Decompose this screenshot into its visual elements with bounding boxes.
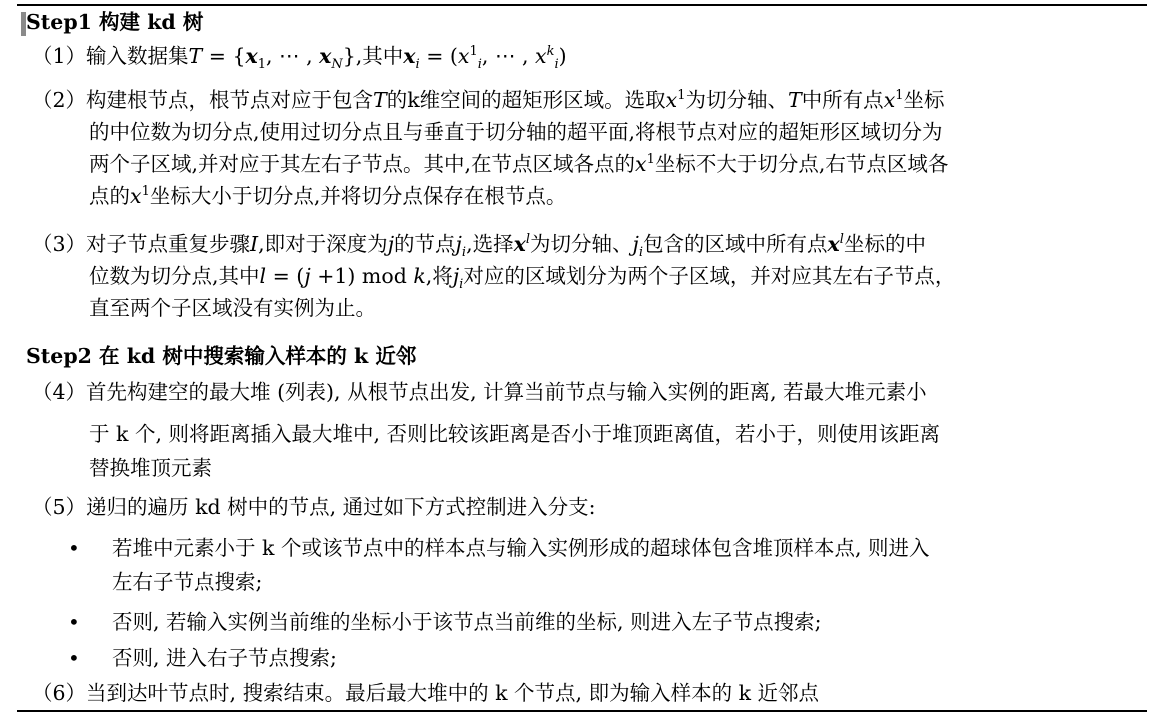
text: ) xyxy=(558,44,567,68)
text: 的k维空间的超矩形区域。选取 xyxy=(386,88,666,112)
math-var: x xyxy=(457,44,470,68)
math-var: j xyxy=(632,232,639,256)
text: 对应的区域划分为两个子区域，并对应其左右子节点， xyxy=(463,264,956,288)
math-sub: i xyxy=(638,245,644,261)
bullet-dot: • xyxy=(68,536,80,560)
math-var: T xyxy=(788,88,802,112)
text: 点的 xyxy=(89,184,130,208)
item4-line2: 于 k 个, 则将距离插入最大堆中, 否则比较该距离是否小于堆顶距离值，若小于，则使用该距离 xyxy=(89,422,941,446)
text: 包含的区域中所有点 xyxy=(643,232,828,256)
text: 位数为切分点,其中 xyxy=(89,264,260,288)
math-sup: 1 xyxy=(895,88,904,104)
text: 中所有点 xyxy=(801,88,884,112)
math-var: T xyxy=(373,88,387,112)
text: ,选择 xyxy=(466,232,514,256)
math-sup: 1 xyxy=(646,152,655,168)
text: 坐标的中 xyxy=(843,232,926,256)
item4-number: （4） xyxy=(32,380,87,404)
bullet-dot: • xyxy=(68,610,80,634)
item6-number: （6） xyxy=(32,681,87,705)
text: 构建根节点，根节点对应于包含 xyxy=(86,88,374,112)
math-sub: i xyxy=(461,245,467,261)
math-var: l xyxy=(259,264,267,288)
text: 为切分轴、 xyxy=(530,232,633,256)
bullet3-line1: 否则, 进入右子节点搜索; xyxy=(112,646,337,670)
item3-number: （3） xyxy=(32,232,87,256)
math-sup: 1 xyxy=(469,44,478,60)
text: = ( xyxy=(419,44,458,68)
text: 坐标 xyxy=(903,88,945,112)
text: = ( xyxy=(266,264,305,288)
bullet1-line1: 若堆中元素小于 k 个或该节点中的样本点与输入实例形成的超球体包含堆顶样本点, 则进入 xyxy=(112,536,930,560)
text: ,即对于深度为 xyxy=(258,232,388,256)
math-sup: 1 xyxy=(141,184,150,200)
math-sub: i xyxy=(554,57,559,73)
step1-heading: Step1 构建 kd 树 xyxy=(26,10,204,34)
item5-line1 xyxy=(32,491,596,523)
math-vector: x xyxy=(827,232,840,256)
bullet2-line1: 否则, 若输入实例当前维的坐标小于该节点当前维的坐标, 则进入左子节点搜索; xyxy=(112,610,822,634)
text: = { xyxy=(202,44,246,68)
item3-line2 xyxy=(89,260,955,292)
text: 递归的遍历 kd 树中的节点, 通过如下方式控制进入分支: xyxy=(86,495,596,519)
item2-line1 xyxy=(32,84,945,116)
math-sub: N xyxy=(331,57,343,73)
math-sub: i xyxy=(477,57,482,73)
math-var: I xyxy=(250,232,259,256)
item1-line xyxy=(32,40,567,72)
math-var: x xyxy=(635,152,647,176)
math-var: k xyxy=(413,264,426,288)
math-vector: x xyxy=(245,44,258,68)
math-sub: 1 xyxy=(257,57,267,73)
text: ,将 xyxy=(425,264,453,288)
item1-number: （1） xyxy=(32,44,87,68)
text: 为切分轴、 xyxy=(685,88,788,112)
math-sub: i xyxy=(459,277,464,293)
text: },其中 xyxy=(342,44,404,68)
math-var: T xyxy=(188,44,203,68)
math-sup: l xyxy=(839,232,844,248)
text: 对子节点重复步骤 xyxy=(86,232,251,256)
math-var: j xyxy=(452,264,460,288)
text: +1) mod xyxy=(310,264,414,288)
math-var: x xyxy=(535,44,547,68)
math-vector: x xyxy=(513,232,526,256)
text: 输入数据集 xyxy=(86,44,189,68)
math-vector: x xyxy=(403,44,416,68)
step2-heading: Step2 在 kd 树中搜索输入样本的 k 近邻 xyxy=(26,344,417,368)
text: 坐标不大于切分点,右节点区域各 xyxy=(654,152,949,176)
text: , ⋯ , xyxy=(481,44,536,68)
item2-number: （2） xyxy=(32,88,87,112)
bottom-rule xyxy=(17,710,1147,712)
math-var: x xyxy=(130,184,142,208)
math-sup: k xyxy=(546,44,555,60)
item2-line2: 的中位数为切分点,使用过切分点且与垂直于切分轴的超平面,将根节点对应的超矩形区域切分为 xyxy=(89,120,943,144)
item6-line1 xyxy=(32,677,819,709)
math-var: x xyxy=(883,88,896,112)
text: 当到达叶节点时, 搜索结束。最后最大堆中的 k 个节点, 即为输入样本的 k 近邻点 xyxy=(86,681,820,705)
bullet1-line2: 左右子节点搜索; xyxy=(112,570,263,594)
math-var: j xyxy=(455,232,462,256)
math-var: j xyxy=(304,264,311,288)
text: 的节点 xyxy=(394,232,456,256)
math-sup: l xyxy=(525,232,531,248)
item4-line3: 替换堆顶元素 xyxy=(89,456,212,480)
math-var: j xyxy=(387,232,395,256)
item4-line1 xyxy=(32,376,927,408)
text: 首先构建空的最大堆 (列表), 从根节点出发, 计算当前节点与输入实例的距离, 若最大堆元素小 xyxy=(86,380,927,404)
item2-line3 xyxy=(89,148,948,180)
item5-number: （5） xyxy=(32,495,87,519)
item3-line3: 直至两个子区域没有实例为止。 xyxy=(89,296,376,320)
item3-line1 xyxy=(32,228,926,260)
text: 坐标大小于切分点,并将切分点保存在根节点。 xyxy=(149,184,567,208)
math-sup: 1 xyxy=(677,88,686,104)
math-var: x xyxy=(665,88,678,112)
item2-line4 xyxy=(89,180,566,212)
math-sub: i xyxy=(415,57,420,73)
math-vector: x xyxy=(319,44,332,68)
text: 两个子区域,并对应于其左右子节点。其中,在节点区域各点的 xyxy=(89,152,636,176)
bullet-dot: • xyxy=(68,646,80,670)
text: , ⋯ , xyxy=(266,44,320,68)
